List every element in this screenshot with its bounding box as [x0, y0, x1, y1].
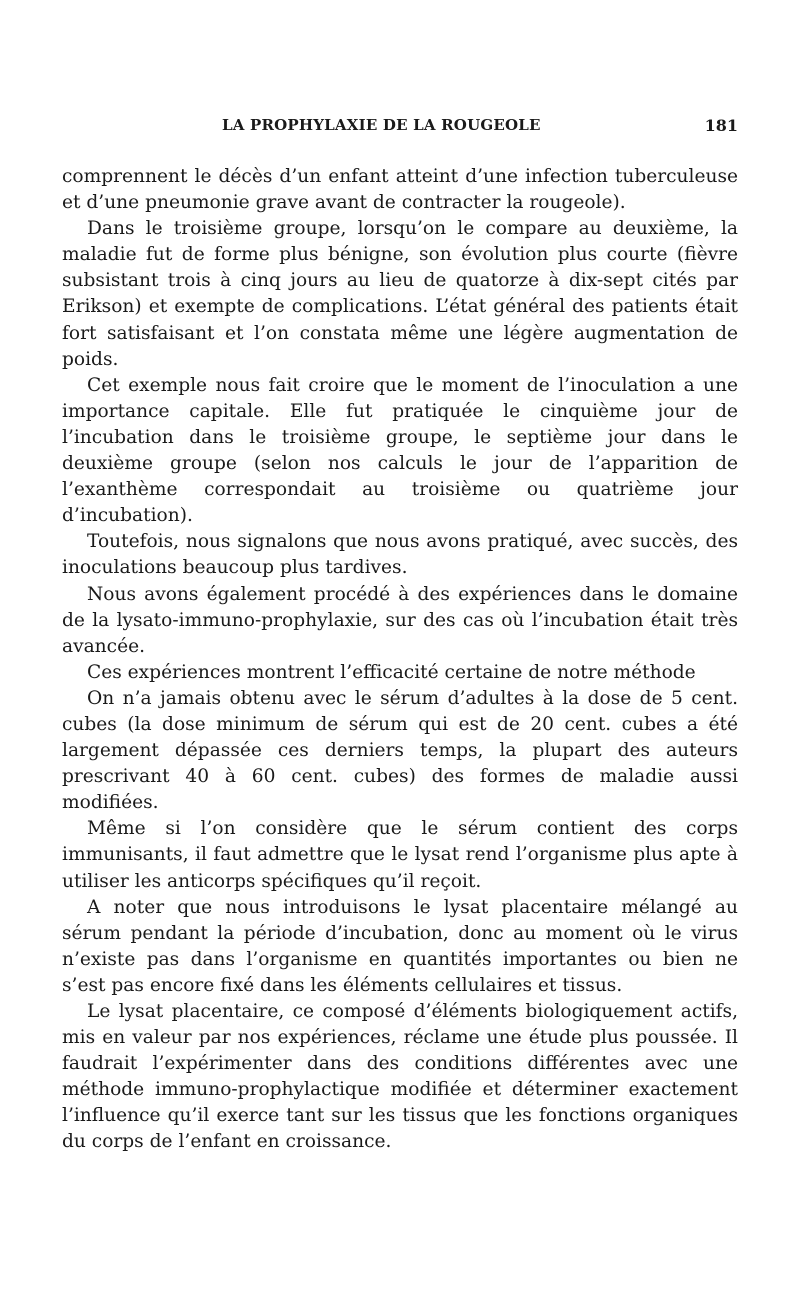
paragraph-further-study: Le lysat placentaire, ce composé d’éléments biologiquement actifs, mis en valeur par nos expériences, réclame une étude plus poussée. Il faudrait l’expérimenter dans des conditions différentes avec une méthode immuno-prophylactique modifiée et déterminer exactement l’influence qu’il exerce tant sur les tissus que les fonctions organiques du corps de l’enfant en croissance. [62, 1001, 738, 1153]
paragraph-placental-lysate-note: A noter que nous introduisons le lysat placentaire mélangé au sérum pendant la période d’incubation, donc au moment où le virus n’existe pas dans l’organisme en quantités importantes ou bien ne s’est pas encore fixé dans les éléments cellulaires et tissus. [62, 896, 738, 996]
running-title: LA PROPHYLAXIE DE LA ROUGEOLE [222, 116, 541, 134]
page-number: 181 [704, 116, 738, 135]
paragraph-continuation: comprennent le décès d’un enfant atteint d’une infection tuberculeuse et d’une pneumonie grave avant de contracter la rougeole). [62, 166, 738, 214]
paragraph-third-group: Dans le troisième groupe, lorsqu’on le compare au deuxième, la maladie fut de forme plus bénigne, son évolution plus courte (fièvre subsistant trois à cinq jours au lieu de quatorze à dix-sept cités par Erikson) et exempte de complications. L’état général des patients était fort satisfaisant et l’on constata même une légère augmentation de poids. [62, 218, 738, 370]
running-header [62, 116, 738, 138]
paragraph-inoculation-timing: Cet exemple nous fait croire que le moment de l’inoculation a une importance capitale. Elle fut pratiquée le cinquième jour de l’incubation dans le troisième groupe, le septième jour dans le deuxième groupe (selon nos calculs le jour de l’apparition de l’exanthème correspondait au troisième ou quatrième jour d’incubation). [62, 374, 738, 527]
body-text [62, 164, 738, 1156]
paragraph-late-inoculations: Toutefois, nous signalons que nous avons pratiqué, avec succès, des inoculations beaucoup plus tardives. [62, 531, 738, 579]
paragraph-adult-serum: On n’a jamais obtenu avec le sérum d’adultes à la dose de 5 cent. cubes (la dose minimum de sérum qui est de 20 cent. cubes a été largement dépassée ces derniers temps, la plupart des auteurs prescrivant 40 à 60 cent. cubes) des formes de maladie aussi modifiées. [62, 687, 738, 814]
paragraph-efficacy: Ces expériences montrent l’efficacité certaine de notre méthode [87, 661, 696, 683]
paragraph-lysato-prophylaxis: Nous avons également procédé à des expériences dans le domaine de la lysato-immuno-prophylaxie, sur des cas où l’incubation était très avancée. [62, 583, 738, 657]
paragraph-immunizing-bodies: Même si l’on considère que le sérum contient des corps immunisants, il faut admettre que le lysat rend l’organisme plus apte à utiliser les anticorps spécifiques qu’il reçoit. [62, 818, 738, 892]
